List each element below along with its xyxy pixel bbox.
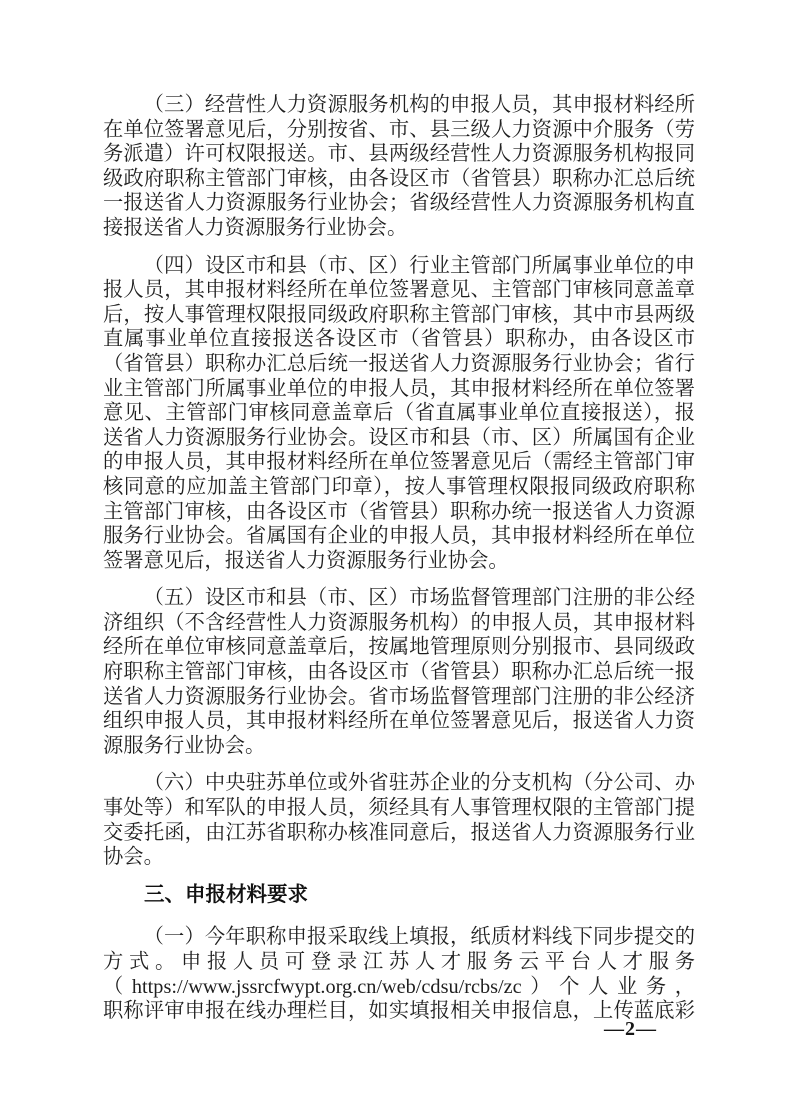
text-line: 府职称主管部门审核，由各设区市（省管县）职称办汇总后统一报: [103, 661, 695, 684]
text-line: 送省人力资源服务行业协会。省市场监督管理部门注册的非公经济: [103, 685, 695, 708]
text-line: 后，按人事管理权限报同级政府职称主管部门审核，其中市县两级: [103, 303, 695, 326]
text-line: 一报送省人力资源服务行业协会；省级经营性人力资源服务机构直: [103, 192, 695, 215]
text-line: 在单位签署意见后，分别按省、市、县三级人力资源中介服务（劳: [103, 118, 695, 141]
paragraph-materials-item-1: [103, 925, 695, 1023]
page-number: —2—: [604, 1018, 657, 1040]
text-line: 源服务行业协会。: [103, 734, 266, 757]
text-line: （https://www.jssrcfwypt.org.cn/web/cdsu/rcbs/zc）个人业务，: [103, 975, 695, 998]
text-line: 组织申报人员，其申报材料经所在单位签署意见后，报送省人力资: [103, 710, 695, 733]
text-line: （六）中央驻苏单位或外省驻苏企业的分支机构（分公司、办: [143, 772, 695, 795]
paragraph-item-3: [103, 93, 695, 241]
paragraph-item-4: [103, 254, 695, 574]
section-heading-materials-requirements: 三、申报材料要求: [144, 882, 308, 906]
text-line: 职称评审申报在线办理栏目，如实填报相关申报信息，上传蓝底彩: [103, 1000, 695, 1023]
document-content: [103, 93, 695, 1040]
text-line: 方式。申报人员可登录江苏人才服务云平台人才服务: [103, 951, 695, 973]
text-line: 业主管部门所属事业单位的申报人员，其申报材料经所在单位签署: [103, 377, 695, 400]
text-line: 报人员，其申报材料经所在单位签署意见、主管部门审核同意盖章: [103, 279, 695, 302]
text-line: 主管部门审核，由各设区市（省管县）职称办统一报送省人力资源: [103, 500, 695, 523]
text-line: 交委托函，由江苏省职称办核准同意后，报送省人力资源服务行业: [103, 821, 695, 844]
text-line: 级政府职称主管部门审核，由各设区市（省管县）职称办汇总后统: [103, 167, 695, 190]
text-line: 意见、主管部门审核同意盖章后（省直属事业单位直接报送），报: [103, 402, 695, 425]
text-line: （省管县）职称办汇总后统一报送省人力资源服务行业协会；省行: [103, 352, 695, 375]
text-line: 的申报人员，其申报材料经所在单位签署意见后（需经主管部门审: [103, 451, 695, 474]
text-line: 经所在单位审核同意盖章后，按属地管理原则分别报市、县同级政: [103, 636, 695, 659]
text-line: 事处等）和军队的申报人员，须经具有人事管理权限的主管部门提: [103, 797, 695, 820]
paragraph-item-6: [103, 771, 695, 869]
text-line: 务派遣）许可权限报送。市、县两级经营性人力资源服务机构报同: [103, 143, 695, 166]
text-line: （四）设区市和县（市、区）行业主管部门所属事业单位的申: [143, 254, 695, 277]
text-line: 协会。: [103, 846, 164, 869]
text-line: （一）今年职称申报采取线上填报，纸质材料线下同步提交的: [143, 926, 695, 949]
text-line: 签署意见后，报送省人力资源服务行业协会。: [103, 549, 509, 572]
text-line: 服务行业协会。省属国有企业的申报人员，其申报材料经所在单位: [103, 525, 695, 548]
text-line: 直属事业单位直接报送各设区市（省管县）职称办，由各设区市: [103, 328, 695, 351]
text-line: （五）设区市和县（市、区）市场监督管理部门注册的非公经: [143, 587, 695, 610]
paragraph-item-5: [103, 586, 695, 758]
text-line: 济组织（不含经营性人力资源服务机构）的申报人员，其申报材料: [103, 611, 695, 634]
text-line: 接报送省人力资源服务行业协会。: [103, 216, 408, 239]
text-line: （三）经营性人力资源服务机构的申报人员，其申报材料经所: [143, 94, 695, 116]
text-line: 送省人力资源服务行业协会。设区市和县（市、区）所属国有企业: [103, 426, 695, 449]
text-line: 核同意的应加盖主管部门印章），按人事管理权限报同级政府职称: [103, 475, 695, 498]
